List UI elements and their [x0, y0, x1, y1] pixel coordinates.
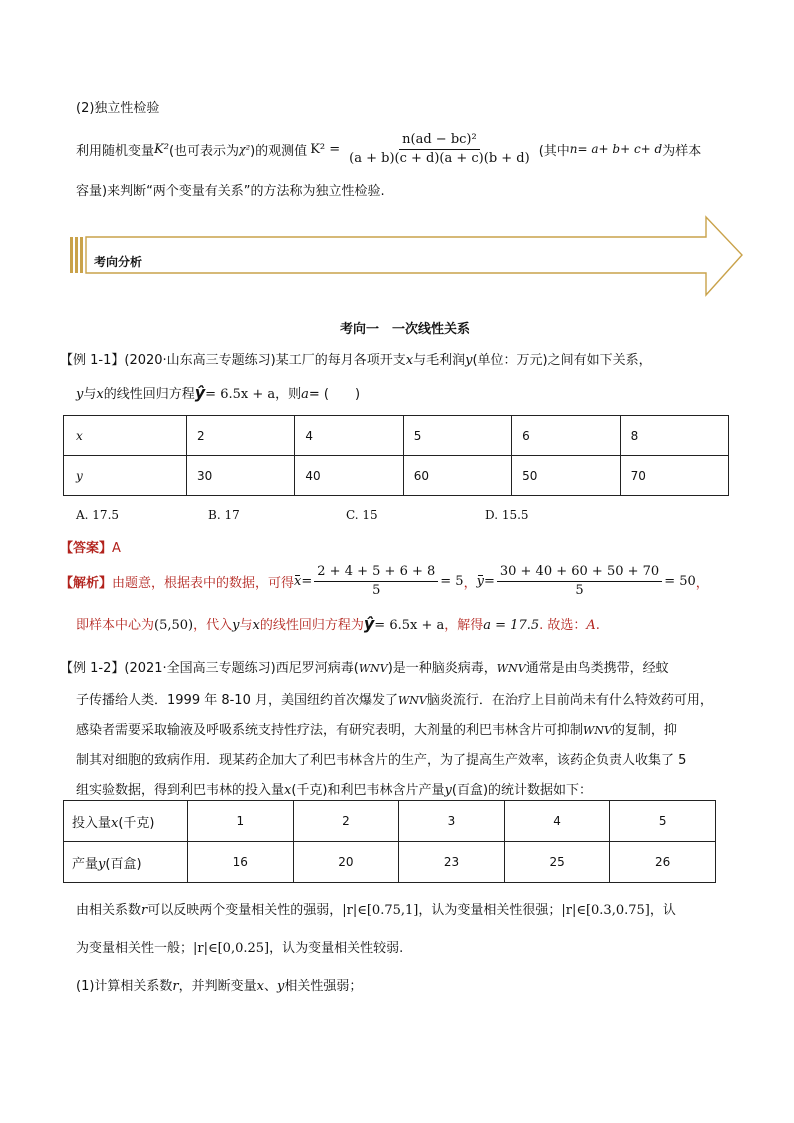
var-x: x: [111, 815, 119, 831]
k2-symbol: K²: [154, 141, 169, 157]
example-tag: 【例 1-2】: [60, 661, 125, 676]
table-cell: 25: [504, 842, 610, 883]
example-1-2-line3: [76, 719, 677, 738]
text: 的复制，抑: [611, 723, 677, 738]
example-tag: 【例 1-1】: [60, 353, 125, 368]
var-x: x: [284, 783, 292, 798]
text: 的线性回归方程: [103, 387, 195, 402]
y-hat: ŷ: [194, 383, 206, 402]
x-mean-result: = 5: [440, 573, 464, 589]
text: (百盒)的统计数据如下：: [451, 783, 593, 798]
analysis-line2: [76, 614, 600, 633]
y-bar: y: [476, 573, 484, 589]
sample-center: (5,50): [154, 618, 194, 633]
example-1-2-line4: 制其对细胞的致病作用．现某药企加大了利巴韦林含片的生产，为了提高生产效率，该药企负责人收集了 5: [76, 753, 687, 768]
xy-data-table: [63, 415, 729, 496]
text: 即样本中心为: [76, 618, 155, 633]
text: (千克)和利巴韦林含片产量: [291, 783, 445, 798]
var-y: y: [465, 353, 473, 368]
independence-definition-line2: 容量)来判断“两个变量有关系”的方法称为独立性检验.: [76, 184, 385, 199]
ribavirin-data-table: [63, 800, 716, 883]
option-b: B. 17: [208, 508, 240, 522]
denominator: 5: [575, 582, 584, 598]
table-row: [64, 456, 729, 496]
text: 由题意，根据表中的数据，可得: [112, 575, 295, 591]
var-x: x: [405, 353, 414, 368]
wnv: WNV: [583, 724, 612, 737]
text: 与: [239, 618, 253, 633]
y-mean-fraction: [497, 564, 662, 599]
table-cell: 4: [295, 416, 403, 456]
text: 感染者需要采取输液及呼吸系统支持性疗法，有研究表明，大剂量的利巴韦林含片可抑制: [76, 723, 584, 738]
analysis-line1: [60, 560, 709, 602]
text: )的观测值: [250, 143, 308, 159]
var-y: y: [277, 979, 285, 994]
example-1-2-line5: [76, 779, 592, 798]
var-y: y: [76, 387, 84, 402]
table-cell: 8: [620, 416, 728, 456]
text: 脑炎流行．在治疗上目前尚未有什么特效药可用，: [426, 693, 713, 708]
table-header-cell: [64, 842, 188, 883]
text: = ( ): [308, 387, 361, 402]
formula-numerator: n(ad − bc)²: [399, 132, 480, 150]
text: 通常是由鸟类携带，经蚊: [525, 661, 669, 676]
table-cell: 50: [512, 456, 620, 496]
header-text: 产量: [72, 856, 99, 872]
example-1-1-line2: [76, 383, 360, 402]
text: 组实验数据，得到利巴韦林的投入量: [76, 783, 285, 798]
text: ，则: [275, 387, 302, 402]
answer-line: [60, 537, 121, 556]
text: (其中: [538, 143, 570, 159]
text: ，代入: [193, 618, 233, 633]
weak-range: |r|∈[0,0.25]: [193, 941, 270, 956]
table-row: [64, 416, 729, 456]
banner-label: 考向分析: [94, 255, 143, 269]
table-row: [64, 842, 716, 883]
table-cell: 30: [187, 456, 295, 496]
chi2-symbol: χ²: [239, 142, 251, 156]
var-y: y: [98, 856, 106, 872]
text: ，认: [649, 903, 676, 918]
table-cell: x: [64, 416, 187, 456]
var-r: r: [172, 979, 179, 994]
header-unit: (千克): [118, 815, 155, 831]
section-heading: 考向一 一次线性关系: [340, 322, 471, 337]
var-r: r: [141, 903, 148, 918]
text: ，认为变量相关性较弱.: [269, 941, 404, 956]
k2-equals: K² =: [310, 141, 341, 157]
formula-denominator: (a + b)(c + d)(a + c)(b + d): [349, 150, 530, 166]
numerator: 2 + 4 + 5 + 6 + 8: [314, 564, 438, 582]
wnv: WNV: [496, 662, 526, 675]
table-cell: 1: [188, 801, 294, 842]
answer-value: A: [112, 541, 121, 556]
correlation-text-line1: [76, 899, 676, 918]
text: 利用随机变量: [76, 143, 155, 159]
text: )是一种脑炎病毒，: [387, 661, 497, 676]
section-title: (2)独立性检验: [76, 101, 160, 116]
subquestion-1: [76, 975, 362, 994]
text: .: [595, 618, 600, 633]
text: ，认为变量相关性很强；: [418, 903, 562, 918]
table-cell: 26: [610, 842, 716, 883]
numerator: 30 + 40 + 60 + 50 + 70: [497, 564, 662, 582]
option-d: D. 15.5: [485, 508, 529, 522]
table-cell: 5: [403, 416, 511, 456]
example-1-2-line1: [60, 657, 669, 676]
text: 、: [264, 979, 278, 994]
example-1-2-line2: [76, 689, 713, 708]
independence-definition-line1: [76, 129, 701, 169]
text: 子传播给人类．1999 年 8-10 月，美国纽约首次爆发了: [76, 693, 398, 708]
header-unit: (百盒): [105, 856, 142, 872]
var-x: x: [96, 387, 104, 402]
text: ，并判断变量: [178, 979, 257, 994]
text: 相关性强弱；: [284, 979, 363, 994]
regression-equation: = 6.5x + a: [205, 387, 276, 402]
n-equation: n= a+ b+ c+ d: [569, 142, 663, 156]
table-cell: y: [64, 456, 187, 496]
chosen-option: A: [586, 618, 596, 633]
text: 的线性回归方程为: [259, 618, 364, 633]
text: 为变量相关性一般；: [76, 941, 194, 956]
denominator: 5: [372, 582, 381, 598]
analysis-label: 【解析】: [60, 575, 113, 591]
text: 由相关系数: [76, 903, 142, 918]
table-cell: 4: [504, 801, 610, 842]
var-x: x: [256, 979, 264, 994]
example-1-1-line1: [60, 349, 652, 368]
table-cell: 60: [403, 456, 511, 496]
y-hat: ŷ: [363, 614, 375, 633]
text: 为样本: [662, 143, 702, 159]
table-row: [64, 801, 716, 842]
var-y: y: [444, 783, 452, 798]
text: (2021·全国高三专题练习)西尼罗河病毒(: [124, 661, 359, 676]
table-cell: 70: [620, 456, 728, 496]
text: (1)计算相关系数: [76, 979, 173, 994]
text: . 故选：: [539, 618, 587, 633]
wnv: WNV: [398, 694, 427, 707]
text: (单位：万元)之间有如下关系，: [472, 353, 652, 368]
regression-equation: = 6.5x + a: [374, 618, 445, 633]
correlation-text-line2: [76, 937, 403, 956]
table-cell: 20: [293, 842, 399, 883]
var-y: y: [232, 618, 240, 633]
var-a: a: [301, 387, 309, 402]
header-text: 投入量: [72, 815, 112, 831]
text: ，: [463, 575, 477, 591]
table-cell: 6: [512, 416, 620, 456]
table-header-cell: [64, 801, 188, 842]
table-cell: 2: [187, 416, 295, 456]
banner-arrow: [66, 215, 746, 297]
solution: a = 17.5: [483, 618, 540, 633]
text: (2020·山东高三专题练习)某工厂的每月各项开支: [124, 353, 406, 368]
y-mean-result: = 50: [664, 573, 696, 589]
text: 与: [83, 387, 97, 402]
table-cell: 2: [293, 801, 399, 842]
answer-label: 【答案】: [60, 541, 113, 556]
option-a: A. 17.5: [76, 508, 120, 522]
text: (也可表示为: [168, 143, 240, 159]
wnv: WNV: [358, 662, 388, 675]
text: ，解得: [444, 618, 484, 633]
strong-range: |r|∈[0.75,1]: [342, 903, 419, 918]
option-c: C. 15: [346, 508, 378, 522]
moderate-range: |r|∈[0.3,0.75]: [561, 903, 650, 918]
table-cell: 16: [188, 842, 294, 883]
var-x: x: [252, 618, 260, 633]
text: 可以反映两个变量相关性的强弱，: [147, 903, 343, 918]
eq-sign: =: [301, 573, 313, 589]
x-bar: x: [294, 573, 302, 589]
text: 与毛利润: [413, 353, 466, 368]
text: ，: [695, 575, 709, 591]
table-cell: 5: [610, 801, 716, 842]
table-cell: 3: [399, 801, 505, 842]
chi-square-formula: [346, 132, 533, 167]
eq-sign: =: [483, 573, 495, 589]
x-mean-fraction: [314, 564, 438, 599]
table-cell: 40: [295, 456, 403, 496]
table-cell: 23: [399, 842, 505, 883]
